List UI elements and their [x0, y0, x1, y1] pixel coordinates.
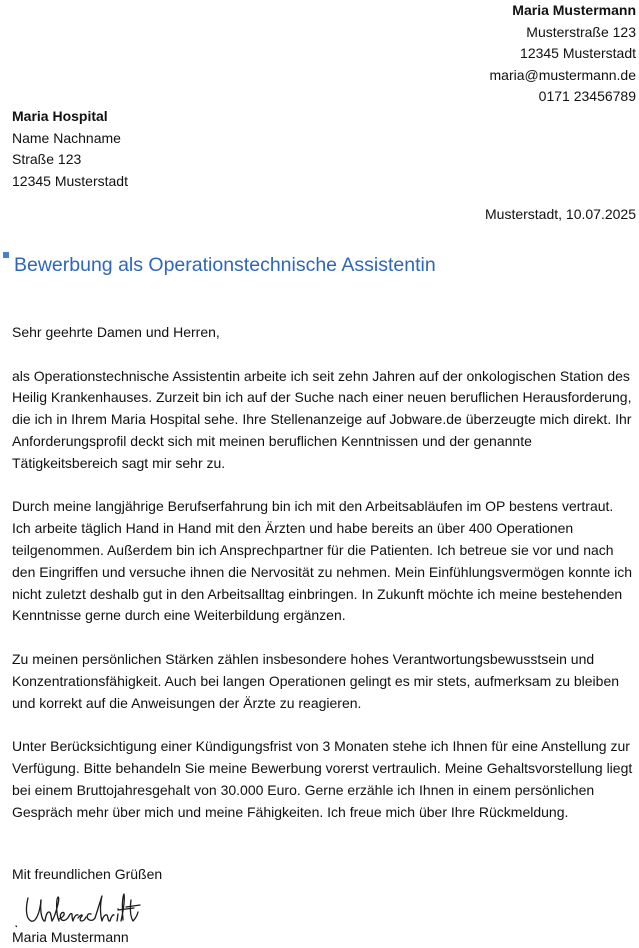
handwritten-signature [14, 888, 144, 930]
sender-email: maria@mustermann.de [489, 66, 636, 83]
letter-body [12, 322, 634, 845]
subject-heading: Bewerbung als Operationstechnische Assistentin [14, 254, 436, 276]
recipient-contact: Name Nachname [12, 129, 121, 146]
sender-city: 12345 Musterstadt [520, 45, 636, 61]
sender-phone: 0171 23456789 [538, 88, 636, 104]
recipient-city: 12345 Musterstadt [12, 172, 128, 189]
subject-line [0, 252, 639, 284]
sender-street: Musterstraße 123 [526, 23, 636, 40]
sender-name: Maria Mustermann [512, 2, 636, 18]
salutation: Sehr geehrte Damen und Herren, [12, 324, 220, 340]
paragraph-strengths: Zu meinen persönlichen Stärken zählen insbesondere hohes Verantwortungsbewusstsein und Konzentrationsfähigkeit. Auch bei langen Operationen gelingt es mir stets, aufmerksam zu bleiben und korrekt auf die Anweisungen der Ärzte zu reagieren. [12, 650, 620, 711]
paragraph-experience: Durch meine langjährige Berufserfahrung bin ich mit den Arbeitsabläufen im OP bestens vertraut. Ich arbeite täglich Hand in Hand mit den Ärzten und habe bereits an über 400 Operationen teilgenommen. Außerdem bin ich Ansprechpartner für die Patienten. Ich betreue sie vor und nach den Eingriffen und versuche ihnen die Nervosität zu nehmen. Mein Einfühlungsvermögen konnte ich nicht zuletzt deshalb gut in den Arbeitsalltag einbringen. In Zukunft möchte ich meine bestehenden Kenntnisse gerne durch eine Weiterbildung ergänzen. [12, 498, 633, 624]
sender-address-block [490, 0, 637, 108]
closing-formula: Mit freundlichen Grüßen [12, 866, 163, 882]
recipient-street: Straße 123 [12, 151, 82, 167]
signer-name: Maria Mustermann [12, 929, 129, 945]
recipient-company: Maria Hospital [12, 108, 108, 124]
subject-marker [3, 252, 9, 258]
letter-date: Musterstadt, 10.07.2025 [485, 206, 636, 222]
paragraph-availability: Unter Berücksichtigung einer Kündigungsfrist von 3 Monaten stehe ich Ihnen für eine Anstellung zur Verfügung. Bitte behandeln Sie meine Bewerbung vorerst vertraulich. Meine Gehaltsvorstellung liegt bei einem Bruttojahresgehalt von 30.000 Euro. Gerne erzähle ich Ihnen in einem persönlichen Gespräch mehr über mich und meine Fähigkeiten. Ich freue mich über Ihre Rückmeldung. [12, 738, 633, 820]
recipient-address-block [12, 106, 128, 192]
paragraph-intro: als Operationstechnische Assistentin arbeite ich seit zehn Jahren auf der onkologischen Station des Heilig Krankenhauses. Zurzeit bin ich auf der Suche nach einer neuen beruflichen Herausforderung, die ich in Ihrem Maria Hospital sehe. Ihre Stellenanzeige auf Jobware.de überzeugte mich direkt. Ihr Anforderungsprofil deckt sich mit meinen beruflichen Kenntnissen und der genannte Tätigkeitsbereich sagt mir sehr zu. [12, 367, 632, 471]
